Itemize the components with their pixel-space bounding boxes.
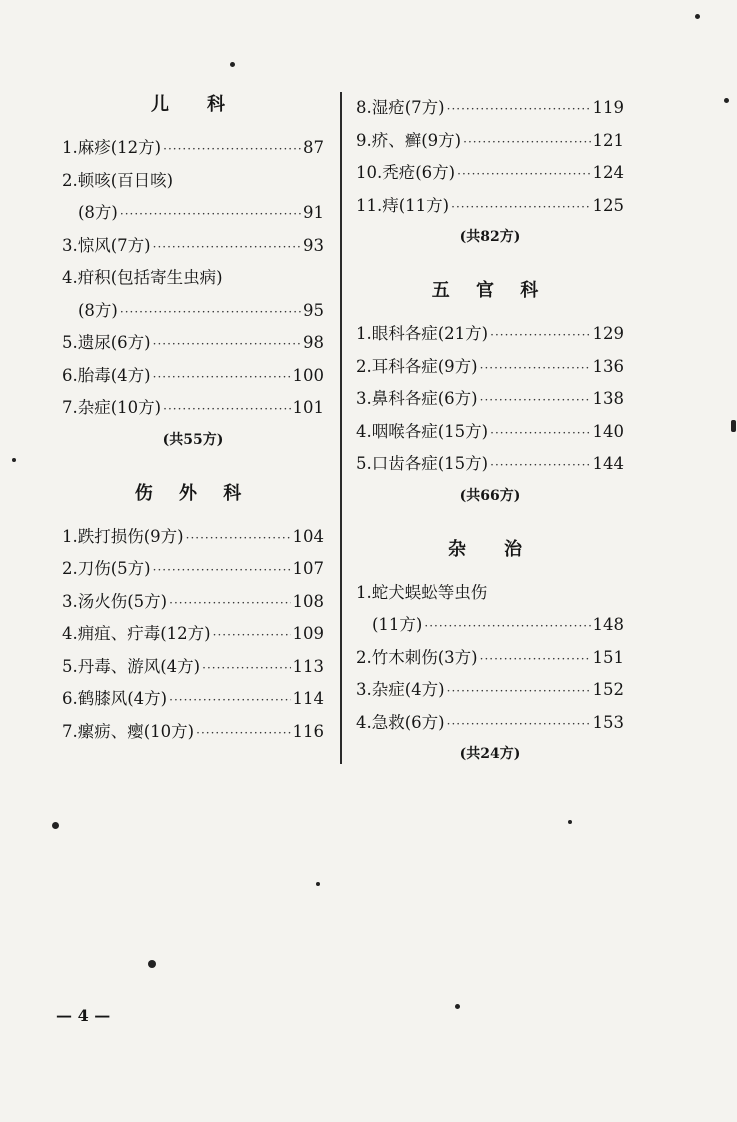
entry-page: 121 [592,130,624,150]
leader-dots [457,158,590,191]
leader-dots [120,198,301,231]
entry-label: 3.惊风(7方) [62,235,151,255]
entry-label: (8方) [78,203,118,222]
scan-speck [52,822,59,829]
toc-entry [62,521,324,554]
entry-page: 140 [592,421,624,441]
toc-entry [62,262,324,295]
toc-entry [62,618,324,651]
toc-entry [356,125,624,158]
entry-label: 5.遗尿(6方) [62,333,151,352]
entry-page: 108 [292,591,324,611]
entry-label: 2.竹木刺伤(3方) [356,647,478,667]
entry-label: 4.急救(6方) [356,712,445,732]
scan-speck [316,882,320,886]
column-divider [340,92,342,764]
toc-entry [356,190,624,223]
toc-entry [356,609,624,642]
entry-page: 136 [592,356,624,376]
leader-dots [202,652,290,685]
entry-label: 4.咽喉各症(15方) [356,421,489,441]
section-heading-five-senses: 五 官 科 [431,280,549,301]
section-total: (共24方) [459,746,521,762]
entry-page: 91 [303,203,324,222]
toc-entry [62,295,324,328]
entry-page: 98 [303,333,324,352]
scan-speck [731,420,736,432]
leader-dots [447,675,591,708]
leader-dots [196,717,290,750]
entry-page: 138 [592,389,624,408]
toc-entry [356,707,624,740]
entry-label: 6.鹤膝风(4方) [62,689,168,708]
entry-label: 9.疥、癣(9方) [356,130,462,150]
scan-speck [12,458,16,462]
entry-page: 144 [592,454,624,473]
entry-page: 151 [592,647,624,667]
leader-dots [463,126,590,159]
leader-dots [213,619,291,652]
scan-speck [455,1004,460,1009]
leader-dots [186,522,291,555]
toc-entry [62,683,324,716]
leader-dots [120,296,301,329]
toc-entry [356,383,624,416]
leader-dots [163,393,290,426]
entry-label: 6.胎毒(4方) [62,365,151,385]
page-number: — 4 — [56,1006,111,1025]
toc-entry [62,586,324,619]
section-total: (共82方) [459,229,521,245]
entry-page: 152 [592,680,624,699]
entry-page: 124 [592,163,624,182]
entry-page: 113 [292,656,324,676]
entry-label: 5.口齿各症(15方) [356,454,489,473]
entry-page: 114 [292,689,324,708]
toc-entry [356,351,624,384]
entry-label: (8方) [78,300,118,320]
leader-dots [153,231,301,264]
entry-label: 1.蛇犬蜈蚣等虫伤 [356,582,488,602]
toc-right-column [356,92,624,769]
entry-page: 109 [292,624,324,643]
toc-entry [62,165,324,198]
toc-entry [62,651,324,684]
section-total: (共66方) [459,487,521,504]
leader-dots [480,384,591,417]
entry-page: 153 [592,712,624,732]
toc-entry [62,197,324,230]
entry-label: 3.鼻科各症(6方) [356,389,478,408]
leader-dots [490,417,590,450]
section-heading-trauma-surgery: 伤 外 科 [134,482,252,504]
scan-speck [148,960,156,968]
entry-label: 7.瘰疬、瘿(10方) [62,721,195,741]
leader-dots [424,610,590,643]
toc-entry [356,642,624,675]
entry-label: 1.麻疹(12方) [62,138,162,157]
entry-label: 10.秃疮(6方) [356,163,456,182]
leader-dots [480,352,591,385]
entry-page: 95 [303,300,324,320]
entry-label: 4.痈疽、疔毒(12方) [62,624,211,643]
leader-dots [447,93,591,126]
toc-entry [62,327,324,360]
toc-entry [62,230,324,263]
entry-page: 125 [592,195,624,215]
scan-speck [695,14,700,19]
toc-entry [356,674,624,707]
entry-page: 107 [292,559,324,578]
entry-label: 11.痔(11方) [356,195,450,215]
entry-label: (11方) [372,615,423,634]
section-heading-pediatrics: 儿 科 [151,94,235,115]
leader-dots [153,328,301,361]
leader-dots [153,361,291,394]
entry-label: 2.耳科各症(9方) [356,356,478,376]
leader-dots [153,554,291,587]
section-total: (共55方) [162,431,224,448]
leader-dots [169,587,290,620]
entry-label: 3.汤火伤(5方) [62,591,168,611]
toc-entry [356,448,624,481]
leader-dots [451,191,590,224]
entry-label: 5.丹毒、游风(4方) [62,656,201,676]
entry-page: 116 [292,721,324,741]
entry-page: 148 [592,615,624,634]
scan-speck [230,62,235,67]
scan-speck [568,820,572,824]
entry-label: 4.疳积(包括寄生虫病) [62,268,223,287]
entry-page: 101 [292,398,324,417]
toc-entry [356,318,624,351]
leader-dots [163,133,301,166]
entry-page: 87 [303,138,324,157]
leader-dots [490,449,590,482]
section-heading-miscellaneous: 杂 治 [448,538,532,560]
entry-page: 119 [592,98,624,117]
toc-entry [62,392,324,425]
entry-label: 1.跌打损伤(9方) [62,526,184,546]
toc-entry [356,416,624,449]
entry-page: 129 [592,324,624,343]
toc-entry [356,577,624,610]
toc-entry [62,716,324,749]
scan-speck [724,98,729,103]
entry-label: 1.眼科各症(21方) [356,324,489,343]
toc-entry [62,553,324,586]
leader-dots [447,708,591,741]
entry-label: 7.杂症(10方) [62,398,162,417]
entry-label: 8.湿疮(7方) [356,98,445,117]
entry-page: 93 [303,235,324,255]
entry-label: 2.顿咳(百日咳) [62,170,174,190]
toc-entry [356,157,624,190]
entry-page: 100 [292,365,324,385]
toc-entry [356,92,624,125]
entry-page: 104 [292,526,324,546]
toc-entry [62,132,324,165]
entry-label: 2.刀伤(5方) [62,559,151,578]
toc-entry [62,360,324,393]
leader-dots [169,684,290,717]
leader-dots [490,319,590,352]
entry-label: 3.杂症(4方) [356,680,445,699]
leader-dots [480,643,591,676]
toc-left-column [62,92,324,748]
